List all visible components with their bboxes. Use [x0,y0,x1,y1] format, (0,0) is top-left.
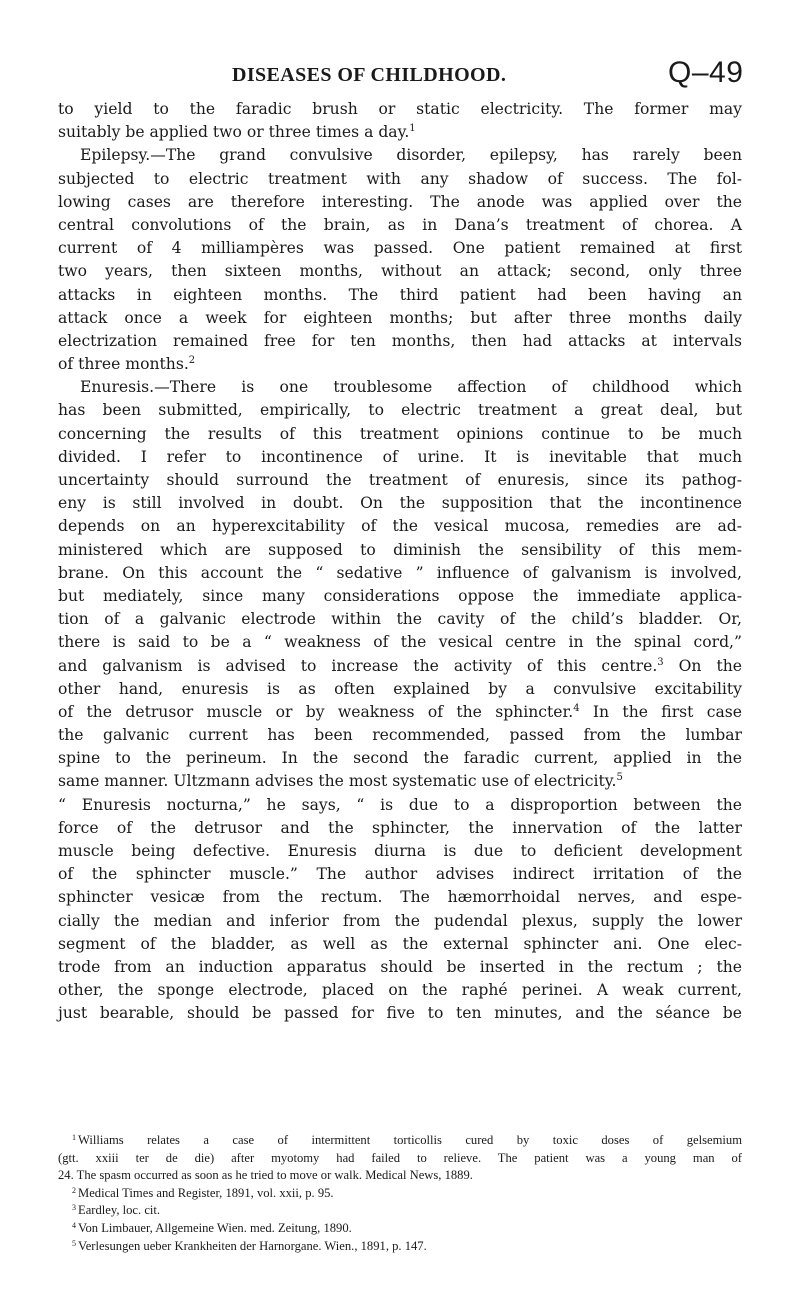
text-line: of the detrusor muscle or by weakness of the sphincter.$^4$ In the first case [58,702,743,721]
text-line: has been submitted, empirically, to electric treatment a great deal, but [58,401,742,420]
text-line: to yield to the faradic brush or static electricity. The former may [58,100,742,118]
text-line: concerning the results of this treatment opinions continue to be much [58,424,742,443]
text-line: and galvanism is advised to increase the activity of this centre.$^3$ On the [58,656,742,675]
text-line: spine to the perineum. In the second the faradic current, applied in the [58,749,742,768]
text-line: suitably be applied two or three times a day.$^1$ [58,123,416,142]
text-line: uncertainty should surround the treatment of enuresis, since its pathog- [58,471,742,489]
text-line: two years, then sixteen months, without an attack; second, only three [58,262,742,281]
body-text [58,98,742,1026]
footnote: $^1$ Williams relates a case of intermittent torticollis cured by toxic doses of gelsemium [72,1133,742,1147]
text-line: eny is still involved in doubt. On the supposition that the incontinence [58,494,742,513]
footnote-ref: 1 [409,123,416,134]
footnote-marker: 4 [72,1220,76,1230]
text-line: tion of a galvanic electrode within the cavity of the child’s bladder. Or, [58,610,742,629]
text-line: other, the sponge electrode, placed on the raphé perinei. A weak current, [58,981,742,1000]
text-line: muscle being defective. Enuresis diurna is due to deficient development [58,842,742,860]
text-line: force of the detrusor and the sphincter, the innervation of the latter [58,818,742,837]
footnote: $^5$ Verlesungen ueber Krankheiten der Harnorgane. Wien., 1891, p. 147. [72,1238,427,1253]
text-line: the galvanic current has been recommended, passed from the lumbar [58,726,742,745]
text-line: subjected to electric treatment with any shadow of success. The fol- [58,169,742,188]
text-line: current of 4 milliampères was passed. One patient remained at first [58,239,742,258]
text-line: lowing cases are therefore interesting. The anode was applied over the [58,192,742,211]
text-line: but mediately, since many considerations oppose the immediate applica- [58,586,742,605]
text-line: Epilepsy.—The grand convulsive disorder, epilepsy, has rarely been [80,146,742,165]
text-line: central convolutions of the brain, as in Dana’s treatment of chorea. A [58,215,742,234]
text-line: divided. I refer to incontinence of urine. It is inevitable that much [58,447,742,466]
footnote-marker: 1 [72,1133,76,1142]
footnote-marker: 2 [72,1185,76,1195]
footnotes [58,1132,742,1255]
text-line: electrization remained free for ten months, then had attacks at intervals [58,331,742,350]
text-line: of three months.$^2$ [58,354,196,374]
footnote-ref: 4 [573,702,580,714]
text-line: brane. On this account the “ sedative ” influence of galvanism is involved, [58,563,742,582]
running-title: DISEASES OF CHILDHOOD. [232,64,507,86]
running-header [0,52,800,92]
footnote-ref: 5 [616,772,623,784]
text-line: ministered which are supposed to diminish the sensibility of this mem- [58,540,742,559]
footnote-marker: 5 [72,1238,76,1248]
footnote-ref: 3 [657,656,664,668]
footnote: $^3$ Eardley, loc. cit. [72,1203,161,1218]
footnote: 24. The spasm occurred as soon as he tried to move or walk. Medical News, 1889. [58,1168,473,1183]
footnote: $^2$ Medical Times and Register, 1891, vol. xxii, p. 95. [72,1185,334,1200]
footnote-ref: 2 [188,354,196,366]
text-line: there is said to be a “ weakness of the vesical centre in the spinal cord,” [58,633,742,652]
footnote: $^4$ Von Limbauer, Allgemeine Wien. med. Zeitung, 1890. [72,1220,352,1235]
text-line: trode from an induction apparatus should be inserted in the rectum ; the [58,957,742,976]
text-line: depends on an hyperexcitability of the vesical mucosa, remedies are ad- [58,517,742,536]
text-line: cially the median and inferior from the pudendal plexus, supply the lower [58,911,742,930]
footnote-marker: 3 [72,1203,76,1213]
footnote: (gtt. xxiii ter de die) after myotomy had failed to relieve. The patient was a young man of [58,1150,742,1165]
text-line: of the sphincter muscle.” The author advises indirect irritation of the [58,865,742,884]
text-line: other hand, enuresis is as often explained by a convulsive excitability [58,679,742,698]
text-line: attack once a week for eighteen months; but after three months daily [58,308,742,327]
text-line: Enuresis.—There is one troublesome affection of childhood which [80,378,742,397]
text-line: just bearable, should be passed for five to ten minutes, and the séance be [58,1004,742,1023]
text-line: segment of the bladder, as well as the external sphincter ani. One elec- [58,934,742,953]
text-line: sphincter vesicæ from the rectum. The hæmorrhoidal nerves, and espe- [58,888,742,907]
page-number: Q–49 [668,56,744,89]
text-line: “ Enuresis nocturna,” he says, “ is due to a disproportion between the [58,795,742,814]
text-line: same manner. Ultzmann advises the most systematic use of electricity.$^5$ [58,772,623,791]
text-line: attacks in eighteen months. The third patient had been having an [58,285,742,304]
